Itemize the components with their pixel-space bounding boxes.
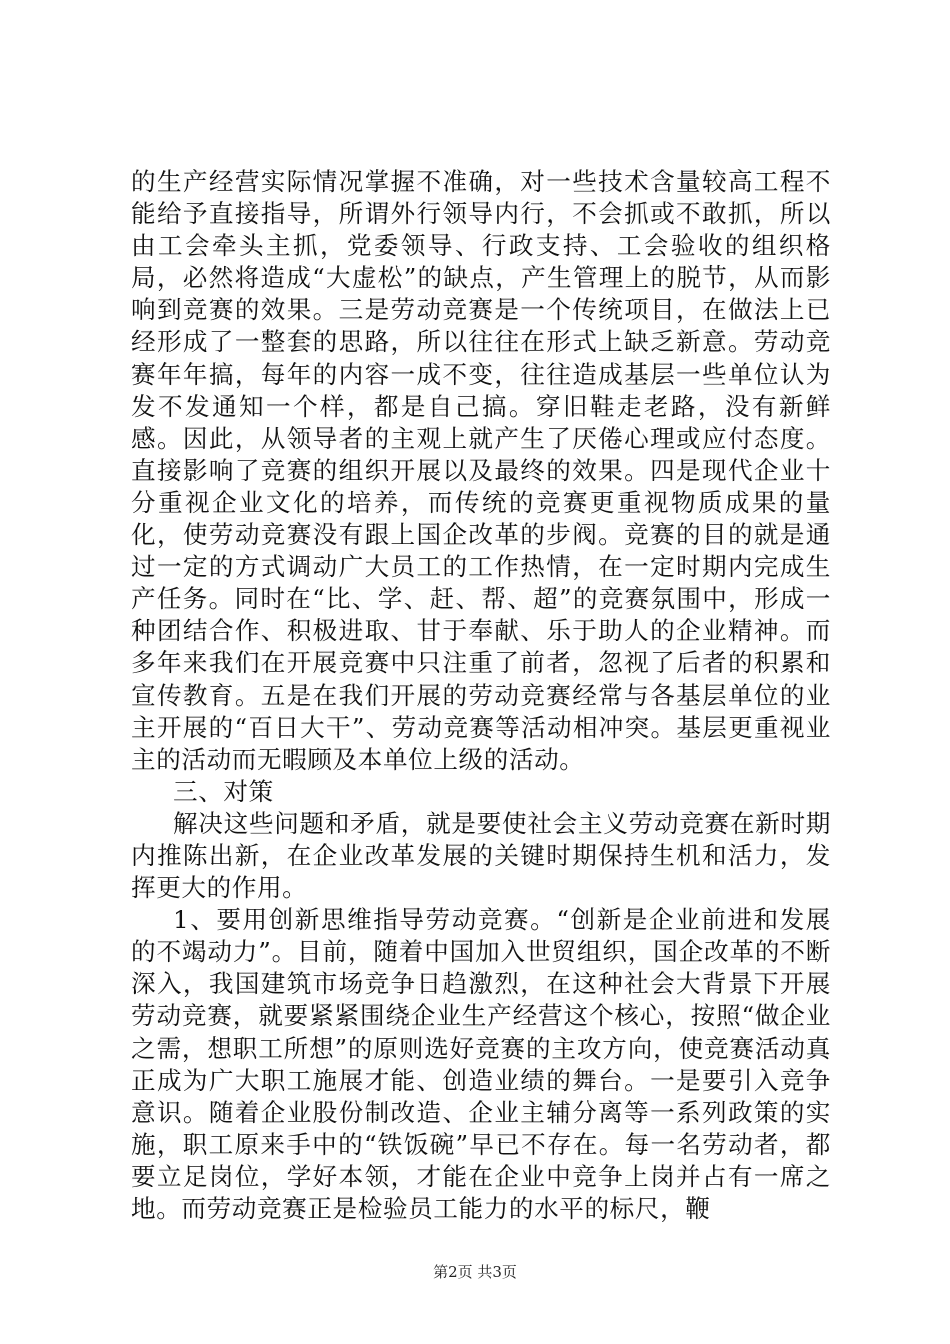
page-number-footer: 第2页 共3页 [433,1263,517,1281]
section-heading-countermeasures: 三、对策 [173,776,274,806]
body-paragraph-intro: 解决这些问题和矛盾，就是要使社会主义劳动竞赛在新时期内推陈出新，在企业改革发展的关键时期保持生机和活力，发挥更大的作用。 [131,808,831,903]
body-paragraph-continued: 的生产经营实际情况掌握不准确，对一些技术含量较高工程不能给予直接指导，所谓外行领导内行，不会抓或不敢抓，所以由工会牵头主抓，党委领导、行政支持、工会验收的组织格局，必然将造成“大虚松”的缺点，产生管理上的脱节，从而影响到竞赛的效果。三是劳动竞赛是一个传统项目，在做法上已经形成了一整套的思路，所以往往在形式上缺乏新意。劳动竞赛年年搞，每年的内容一成不变，往往造成基层一些单位认为发不发通知一个样，都是自己搞。穿旧鞋走老路，没有新鲜感。因此，从领导者的主观上就产生了厌倦心理或应付态度。直接影响了竞赛的组织开展以及最终的效果。四是现代企业十分重视企业文化的培养，而传统的竞赛更重视物质成果的量化，使劳动竞赛没有跟上国企改革的步阀。竞赛的目的就是通过一定的方式调动广大员工的工作热情，在一定时期内完成生产任务。同时在“比、学、赶、帮、超”的竞赛氛围中，形成一种团结合作、积极进取、甘于奉献、乐于助人的企业精神。而多年来我们在开展竞赛中只注重了前者，忽视了后者的积累和宣传教育。五是在我们开展的劳动竞赛经常与各基层单位的业主开展的“百日大干”、劳动竞赛等活动相冲突。基层更重视业主的活动而无暇顾及本单位上级的活动。 [131,167,831,774]
document-body [131,166,831,1225]
body-paragraph-point-1: 1、要用创新思维指导劳动竞赛。“创新是企业前进和发展的不竭动力”。目前，随着中国加入世贸组织，国企改革的不断深入，我国建筑市场竞争日趋激烈，在这种社会大背景下开展劳动竞赛，就要紧紧围绕企业生产经营这个核心，按照“做企业之需，想职工所想”的原则选好竞赛的主攻方向，使竞赛活动真正成为广大职工施展才能、创造业绩的舞台。一是要引入竞争意识。随着企业股份制改造、企业主辅分离等一系列政策的实施，职工原来手中的“铁饭碗”早已不存在。每一名劳动者，都要立足岗位，学好本领，才能在企业中竞争上岗并占有一席之地。而劳动竞赛正是检验员工能力的水平的标尺，鞭 [131,905,831,1223]
